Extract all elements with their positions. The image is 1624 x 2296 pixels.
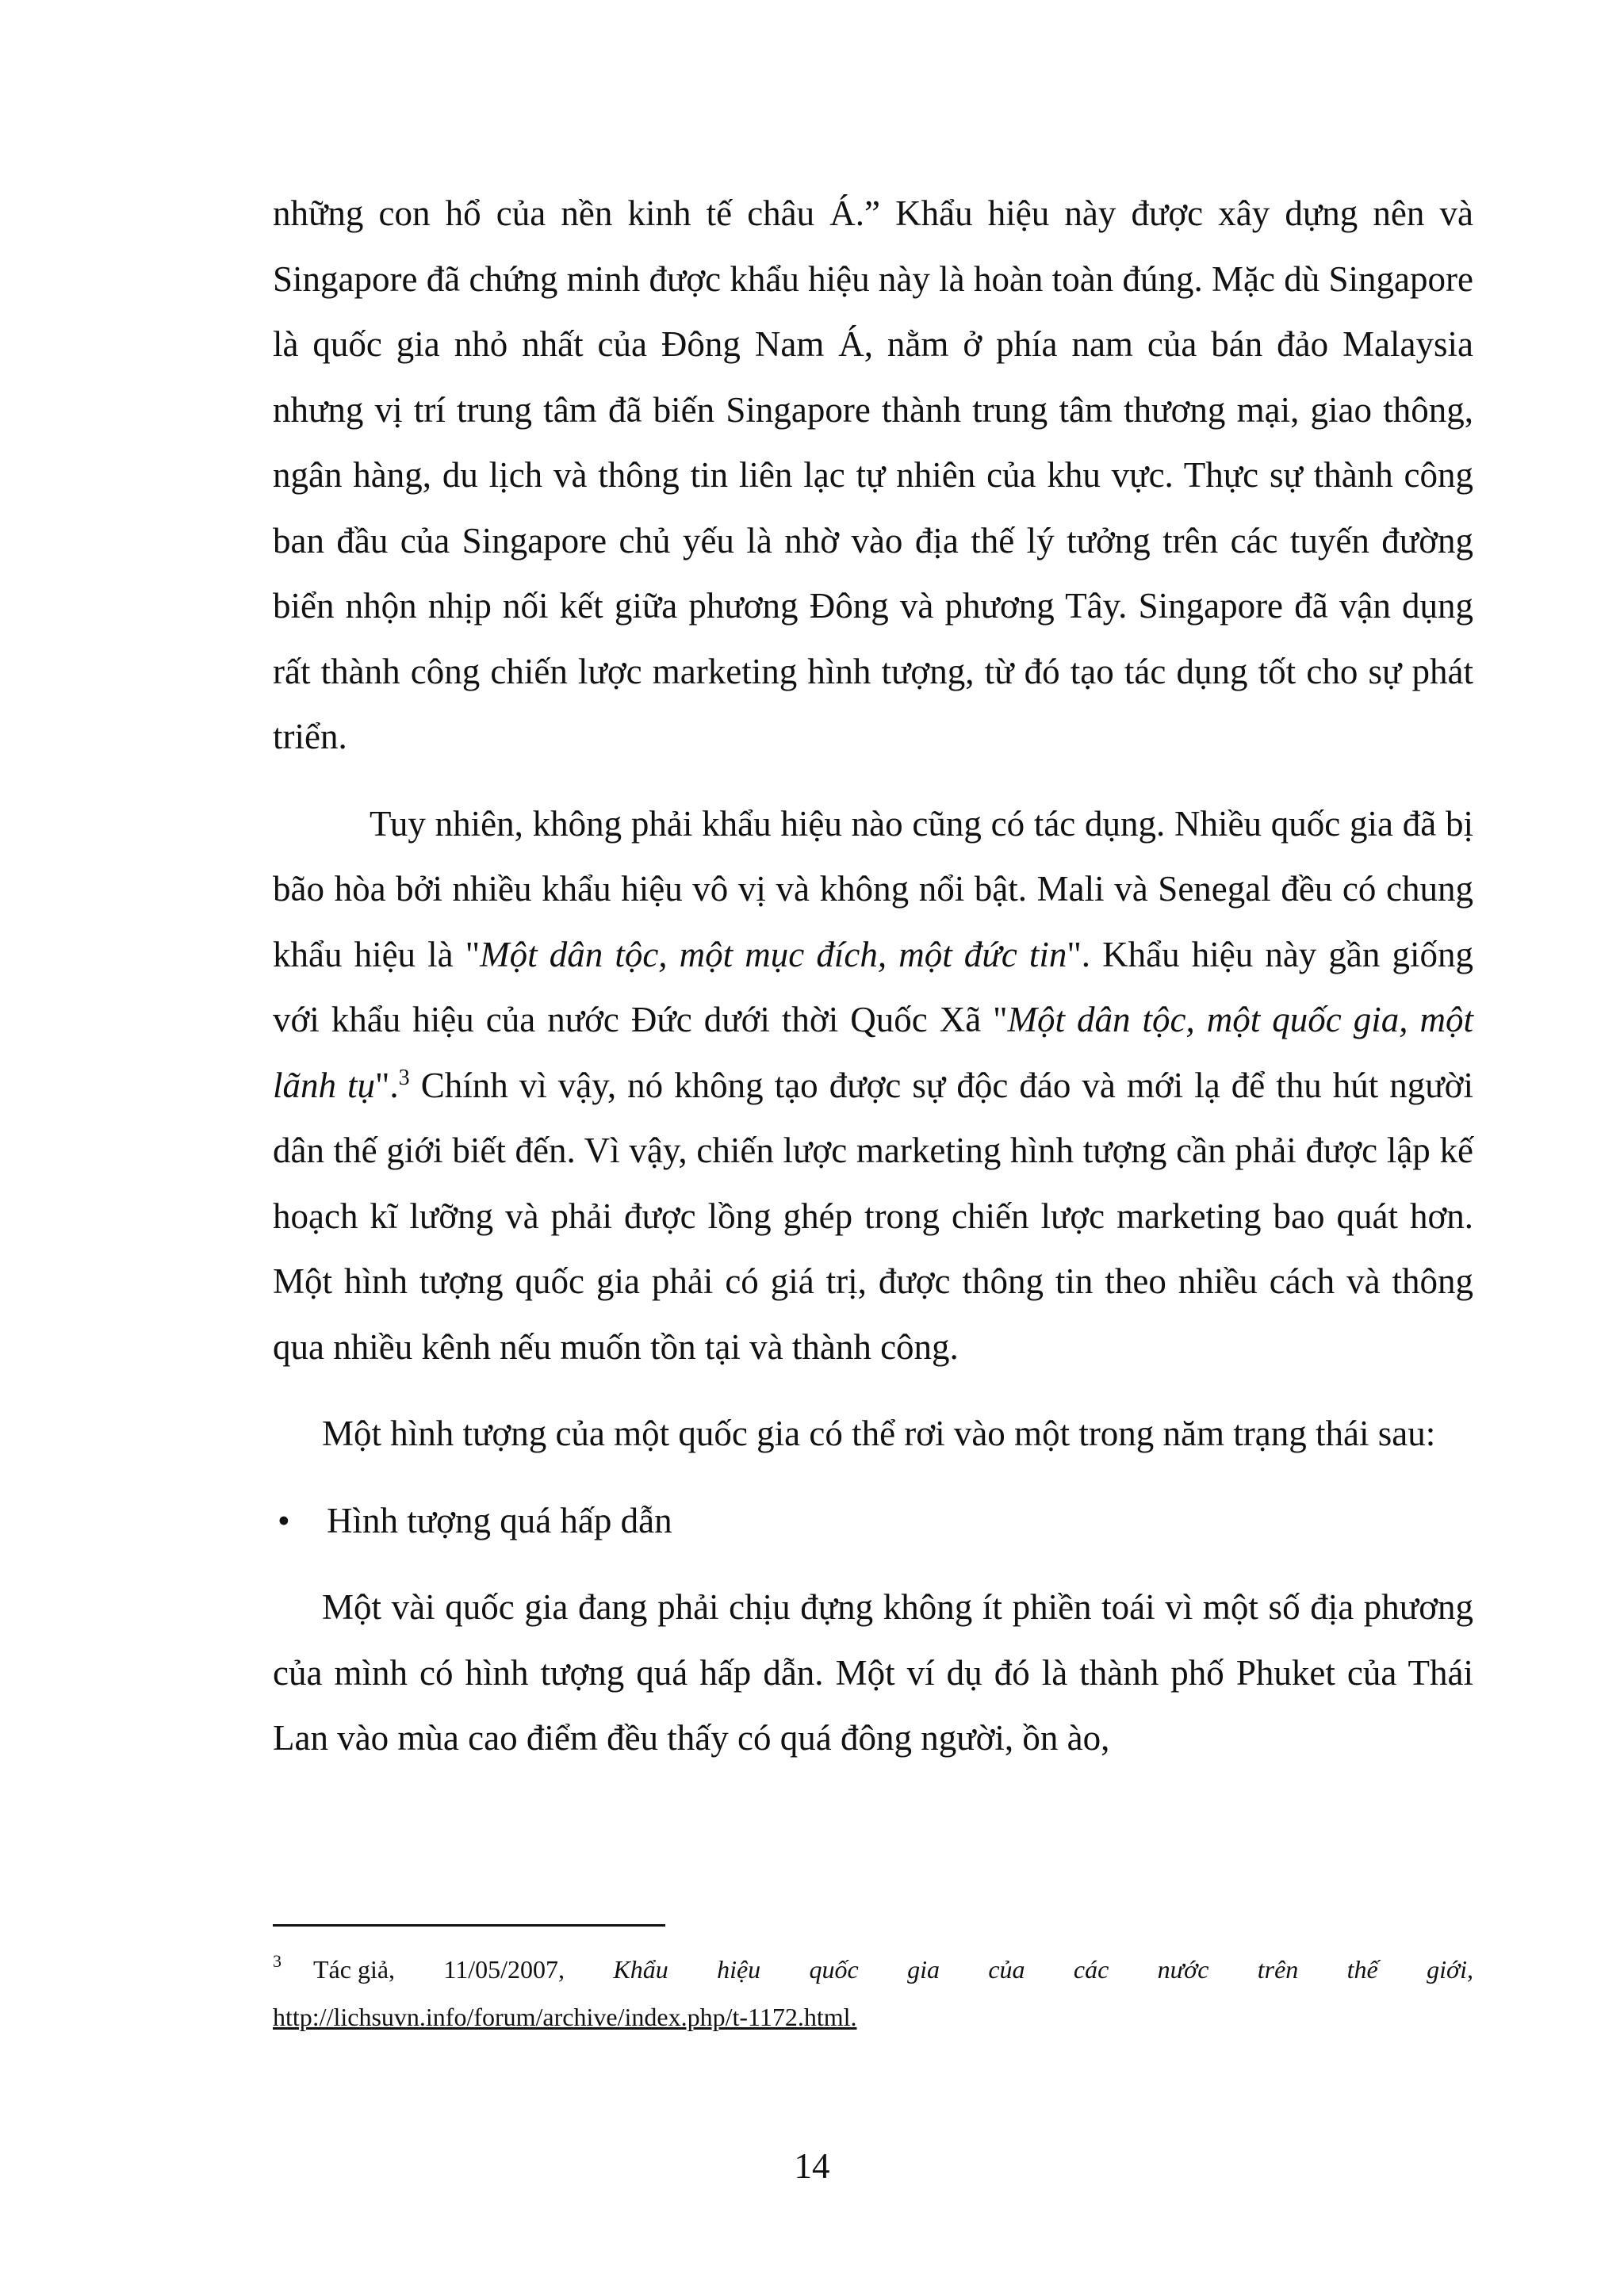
- footnote-title-word: giới,: [1427, 1955, 1473, 1984]
- footnote-line-2: [273, 1995, 1473, 2039]
- footnote: [273, 1947, 1473, 2039]
- footnote-separator: [273, 1924, 665, 1927]
- paragraph-4: Một vài quốc gia đang phải chịu đựng không ít phiền toái vì một số địa phương của mình có hình tượng quá hấp dẫn. Một ví dụ đó là thành phố Phuket của Thái Lan vào mùa cao điểm đều thấy có quá đông người, ồn ào,: [273, 1587, 1473, 1758]
- footnote-author: Tác giả,: [313, 1955, 396, 1984]
- footnote-title-word: trên: [1257, 1955, 1299, 1984]
- slogan-mali-senegal: Một dân tộc, một mục đích, một đức tin: [480, 934, 1067, 974]
- paragraph-3: Một hình tượng của một quốc gia có thể rơi vào một trong năm trạng thái sau:: [322, 1414, 1436, 1453]
- footnote-url-link[interactable]: http://lichsuvn.info/forum/archive/index.php/t-1172.html.: [273, 2003, 857, 2031]
- slogan-germany: Một dân tộc, một quốc gia, một lãnh tụ: [273, 1000, 1473, 1105]
- body-text: [273, 181, 1473, 1771]
- footnote-title-word: hiệu: [717, 1955, 761, 1984]
- bullet-item-text: Hình tượng quá hấp dẫn: [327, 1500, 672, 1540]
- page-number: 14: [794, 2146, 830, 2186]
- bullet-icon: •: [278, 1500, 290, 1540]
- footnote-title-word: của: [988, 1955, 1025, 1984]
- footnote-title-word: Khẩu: [613, 1955, 668, 1984]
- footnote-reference[interactable]: 3: [398, 1065, 410, 1090]
- paragraph-2-text-d: Chính vì vậy, nó không tạo được sự độc đáo và mới lạ để thu hút người dân thế giới biết đến. Vì vậy, chiến lược marketing hình tượng cần phải được lập kế hoạch kĩ lưỡng và phải được lồng ghép trong chiến lược marketing bao quát hơn. Một hình tượng quốc gia phải có giá trị, được thông tin theo nhiều cách và thông qua nhiều kênh nếu muốn tồn tại và thành công.: [273, 1065, 1473, 1367]
- footnote-title-word: quốc: [809, 1955, 859, 1984]
- paragraph-2-text-b: ". Khẩu hiệu này gần giống với khẩu hiệu của nước Đức dưới thời Quốc Xã ": [273, 934, 1473, 1039]
- paragraph-2-text-c: ".: [375, 1065, 399, 1105]
- paragraph-2-text-a: Tuy nhiên, không phải khẩu hiệu nào cũng có tác dụng. Nhiều quốc gia đã bị bão hòa bởi nhiều khẩu hiệu vô vị và không nổi bật. Mali và Senegal đều có chung khẩu hiệu là ": [273, 803, 1473, 974]
- footnote-date: 11/05/2007,: [443, 1955, 565, 1984]
- paragraph-1: những con hổ của nền kinh tế châu Á.” Khẩu hiệu này được xây dựng nên và Singapore đã chứng minh được khẩu hiệu này là hoàn toàn đúng. Mặc dù Singapore là quốc gia nhỏ nhất của Đông Nam Á, nằm ở phía nam của bán đảo Malaysia nhưng vị trí trung tâm đã biến Singapore thành trung tâm thương mại, giao thông, ngân hàng, du lịch và thông tin liên lạc tự nhiên của khu vực. Thực sự thành công ban đầu của Singapore chủ yếu là nhờ vào địa thế lý tưởng trên các tuyến đường biển nhộn nhịp nối kết giữa phương Đông và phương Tây. Singapore đã vận dụng rất thành công chiến lược marketing hình tượng, từ đó tạo tác dụng tốt cho sự phát triển.: [273, 193, 1473, 756]
- footnote-number: 3: [273, 1951, 282, 1971]
- footnote-title-word: thế: [1346, 1955, 1378, 1984]
- paragraph-2: [273, 791, 1473, 1380]
- bullet-item: [273, 1488, 1473, 1554]
- footnote-title-word: nước: [1157, 1955, 1209, 1984]
- footnote-title-word: các: [1073, 1955, 1109, 1984]
- footnote-line-1: [273, 1947, 1473, 1995]
- footnote-title-word: gia: [907, 1955, 940, 1984]
- footnote-citation: [313, 1947, 1473, 1992]
